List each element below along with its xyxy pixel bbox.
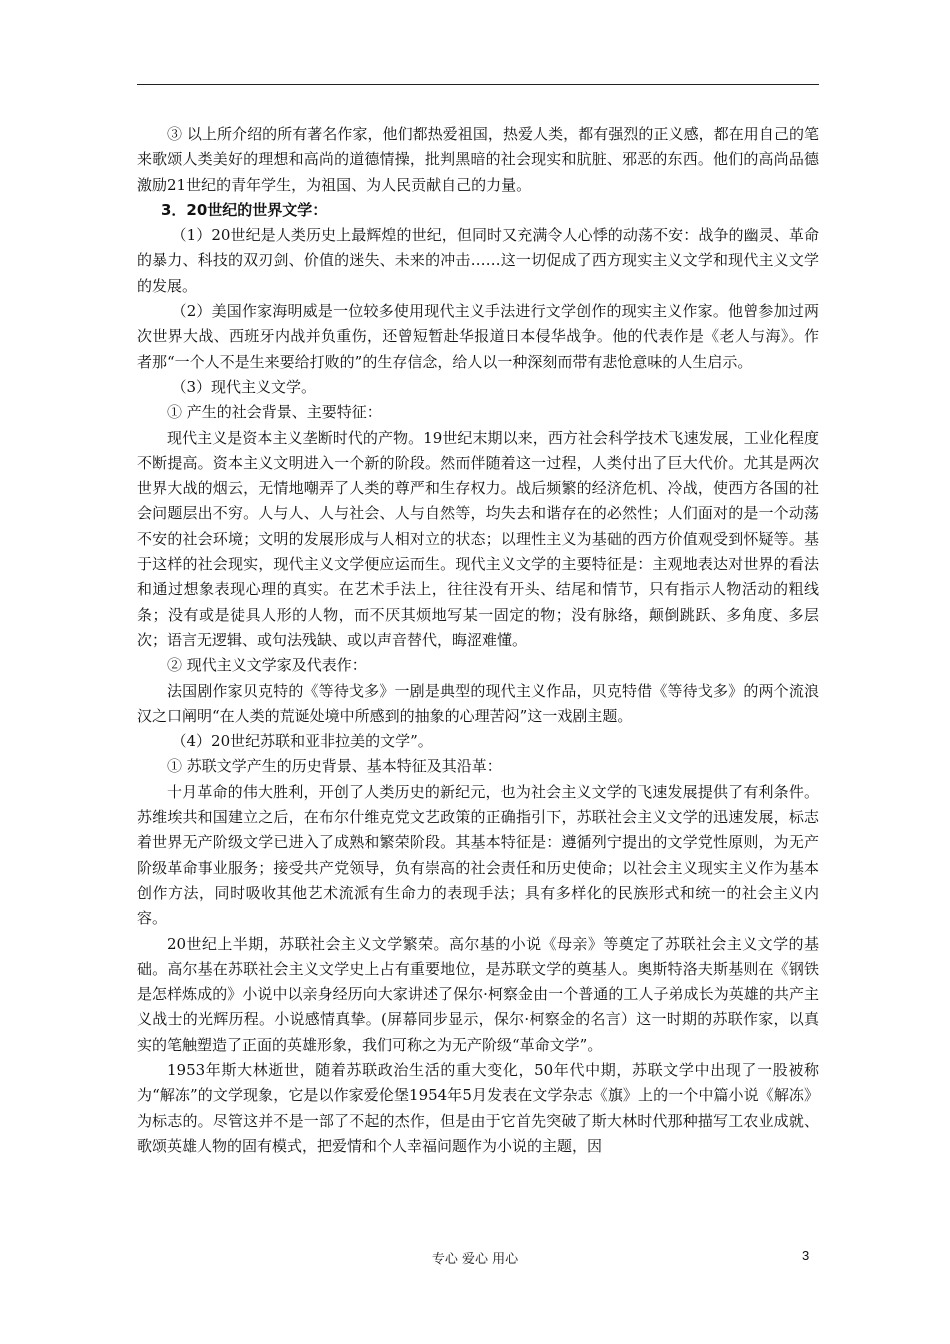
header-rule (137, 84, 819, 85)
section-heading: 3．20世纪的世界文学： (161, 200, 328, 219)
paragraph: ③ 以上所介绍的所有著名作家，他们都热爱祖国，热爱人类，都有强烈的正义感，都在用自己的笔来歌颂人类美好的理想和高尚的道德情操，批判黑暗的社会现实和肮脏、邪恶的东西。他们的高尚品德激励21世纪的青年学生，为祖国、为人民贡献自己的力量。 (137, 125, 819, 194)
paragraph: （3）现代主义文学。 (171, 377, 317, 396)
paragraph: （4）20世纪苏联和亚非拉美的文学”。 (171, 732, 433, 751)
paragraph: 1953年斯大林逝世，随着苏联政治生活的重大变化，50年代中期，苏联文学中出现了一股被称为“解冻”的文学现象，它是以作家爱伦堡1954年5月发表在文学杂志《旗》上的一个中篇小说《解冻》为标志的。尽管这并不是一部了不起的杰作，但是由于它首先突破了斯大林时代那种描写工农业成就、歌颂英雄人物的固有模式，把爱情和个人幸福问题作为小说的主题，因 (137, 1060, 819, 1155)
document-body (137, 122, 819, 1159)
paragraph: 法国剧作家贝克特的《等待戈多》一剧是典型的现代主义作品，贝克特借《等待戈多》的两个流浪汉之口阐明“在人类的荒诞处境中所感到的抽象的心理苦闷”这一戏剧主题。 (137, 681, 819, 725)
paragraph: ② 现代主义文学家及代表作： (167, 656, 367, 675)
paragraph: ① 苏联文学产生的历史背景、基本特征及其沿革： (167, 757, 502, 776)
paragraph: （2）美国作家海明威是一位较多使用现代主义手法进行文学创作的现实主义作家。他曾参加过两次世界大战、西班牙内战并负重伤，还曾短暂赴华报道日本侵华战争。他的代表作是《老人与海》。作者那“一个人不是生来要给打败的”的生存信念，给人以一种深刻而带有悲怆意味的人生启示。 (137, 302, 819, 371)
paragraph: ① 产生的社会背景、主要特征： (167, 403, 382, 422)
page-footer (0, 1248, 950, 1268)
paragraph: 现代主义是资本主义垄断时代的产物。19世纪末期以来，西方社会科学技术飞速发展，工业化程度不断提高。资本主义文明进入一个新的阶段。然而伴随着这一过程，人类付出了巨大代价。尤其是两次世界大战的烟云，无情地嘲弄了人类的尊严和生存权力。战后频繁的经济危机、冷战，使西方各国的社会问题层出不穷。人与人、人与社会、人与自然等，均失去和谐存在的必然性；人们面对的是一个动荡不安的社会环境；文明的发展形成与人相对立的状态；以理性主义为基础的西方价值观受到怀疑等。基于这样的社会现实，现代主义文学便应运而生。现代主义文学的主要特征是：主观地表达对世界的看法和通过想象表现心理的真实。在艺术手法上，往往没有开头、结尾和情节，只有指示人物活动的粗线条；没有或是徒具人形的人物，而不厌其烦地写某一固定的物；没有脉络，颠倒跳跃、多角度、多层次；语言无逻辑、或句法残缺、或以声音替代，晦涩难懂。 (137, 428, 819, 649)
paragraph: （1）20世纪是人类历史上最辉煌的世纪，但同时又充满令人心悸的动荡不安：战争的幽灵、革命的暴力、科技的双刃剑、价值的迷失、未来的冲击……这一切促成了西方现实主义文学和现代主义文学的发展。 (137, 226, 819, 295)
page-number: 3 (802, 1248, 810, 1263)
paragraph: 20世纪上半期，苏联社会主义文学繁荣。高尔基的小说《母亲》等奠定了苏联社会主义文学的基础。高尔基在苏联社会主义文学史上占有重要地位，是苏联文学的奠基人。奥斯特洛夫斯基则在《钢铁是怎样炼成的》小说中以亲身经历向大家讲述了保尔·柯察金由一个普通的工人子弟成长为英雄的共产主义战士的光辉历程。小说感情真挚。(屏幕同步显示，保尔·柯察金的名言）这一时期的苏联作家，以真实的笔触塑造了正面的英雄形象，我们可称之为无产阶级“革命文学”。 (137, 934, 819, 1054)
footer-motto: 专心 爱心 用心 (431, 1252, 519, 1267)
paragraph: 十月革命的伟大胜利，开创了人类历史的新纪元，也为社会主义文学的飞速发展提供了有利条件。苏维埃共和国建立之后，在布尔什维克党文艺政策的正确指引下，苏联社会主义文学的迅速发展，标志着世界无产阶级文学已进入了成熟和繁荣阶段。其基本特征是：遵循列宁提出的文学党性原则，为无产阶级革命事业服务；接受共产党领导，负有崇高的社会责任和历史使命；以社会主义现实主义作为基本创作方法，同时吸收其他艺术流派有生命力的表现手法；具有多样化的民族形式和统一的社会主义内容。 (137, 782, 819, 928)
